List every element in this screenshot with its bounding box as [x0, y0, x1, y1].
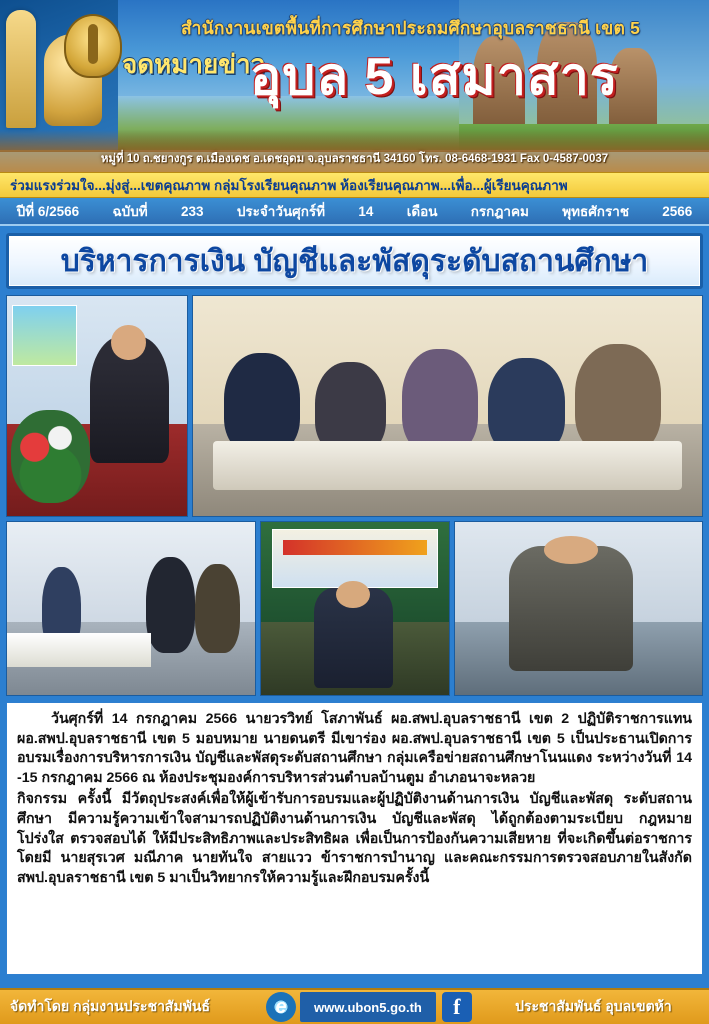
issue-number-label: ฉบับที่ — [112, 204, 148, 219]
issue-bar — [0, 198, 709, 226]
office-address: หมู่ที่ 10 ถ.ชยางกูร ต.เมืองเดช อ.เดชอุดม จ.อุบลราชธานี 34160 โทร. 08-6468-1931 Fax 0-4587-0037 — [100, 153, 609, 165]
issue-day: 14 — [358, 203, 374, 219]
issue-date-prefix: ประจำวันศุกร์ที่ — [236, 204, 326, 219]
photo-presenter-holding-document — [454, 521, 703, 696]
article-paragraph-1: วันศุกร์ที่ 14 กรกฎาคม 2566 นายวรวิทย์ โสภาพันธ์ ผอ.สพป.อุบลราชธานี เขต 2 ปฏิบัติราชการแทน ผอ.สพป.อุบลราชธานี เขต 5 มอบหมาย นายดนตรี มีเขาร่อง ผอ.สพป.อุบลราชธานี เขต 5 เป็นประธานเปิดการอบรมเรื่องการบริหารการเงิน บัญชีและพัสดุระดับสถานศึกษา กลุ่มเครือข่ายสถานศึกษาโนนแดง ระหว่างวันที่ 14 -15 กรกฎาคม 2566 ณ ห้องประชุมองค์การบริหารส่วนตำบลบ้านตูม อำเภอนาจะหลวย — [17, 711, 692, 786]
headline-text: บริหารการเงิน บัญชีและพัสดุระดับสถานศึกษา — [60, 244, 649, 278]
article-body — [6, 702, 703, 975]
photo-standing-participants — [6, 521, 256, 696]
article-paragraph-2: กิจกรรม ครั้งนี้ มีวัตถุประสงค์เพื่อให้ผู้เข้ารับการอบรมและผู้ปฏิบัติงานด้านการเงิน บัญชีและพัสดุ ระดับสถานศึกษา มีความรู้ความเข้าใจสามารถปฏิบัติงานด้านการเงิน บัญชีและพัสดุ ได้ถูกต้องตามระเบียบ กฎหมาย โปร่งใส ตรวจสอบได้ ให้มีประสิทธิภาพและประสิทธิผล เพื่อเป็นการป้องกันความเสียหาย ที่จะเกิดขึ้นต่อราชการ โดยมี นายสุรเวศ มณีภาค นายทันใจ สายแวว ข้าราชการบำนาญ และคณะกรรมการตรวจสอบภายในสังกัด สพป.อุบลราชธานี เขต 5 มาเป็นวิทยากรให้ความรู้และฝึกอบรมครั้งนี้ — [17, 791, 692, 886]
newsletter-label: จดหมายข่าว — [122, 49, 266, 79]
masthead — [0, 0, 709, 172]
photo-meeting-room-participants — [192, 295, 703, 517]
banner-gradient — [0, 130, 709, 152]
footer-bar — [0, 988, 709, 1024]
internet-explorer-icon — [266, 992, 296, 1022]
photo-collage — [6, 295, 703, 696]
footer-pr-label: ประชาสัมพันธ์ อุบลเขตห้า — [515, 998, 672, 1014]
slogan-text: ร่วมแรงร่วมใจ...มุ่งสู่...เขตคุณภาพ กลุ่มโรงเรียนคุณภาพ ห้องเรียนคุณภาพ...เพื่อ...ผู้เรียนคุณภาพ — [10, 178, 568, 193]
footer-credit: จัดทำโดย กลุ่มงานประชาสัมพันธ์ — [10, 998, 211, 1014]
ministry-emblem-icon — [64, 14, 122, 78]
organization-name: สำนักงานเขตพื้นที่การศึกษาประถมศึกษาอุบลราชธานี เขต 5 — [180, 18, 641, 38]
headline-banner — [6, 233, 703, 289]
website-link[interactable]: www.ubon5.go.th — [300, 992, 436, 1022]
slogan-bar — [0, 172, 709, 198]
issue-month-label: เดือน — [406, 204, 438, 219]
newsletter-title: อุบล 5 เสมาสาร — [250, 48, 619, 106]
facebook-icon[interactable] — [442, 992, 472, 1022]
issue-number: 233 — [180, 203, 204, 219]
photo-chairman-at-desk — [6, 295, 188, 517]
issue-month: กรกฎาคม — [470, 204, 529, 219]
photo-speaker-with-microphone — [260, 521, 450, 696]
issue-year-prefix: พุทธศักราช — [562, 204, 629, 219]
issue-buddhist-year: 2566 — [662, 203, 693, 219]
issue-year: ปีที่ 6/2566 — [16, 204, 80, 219]
